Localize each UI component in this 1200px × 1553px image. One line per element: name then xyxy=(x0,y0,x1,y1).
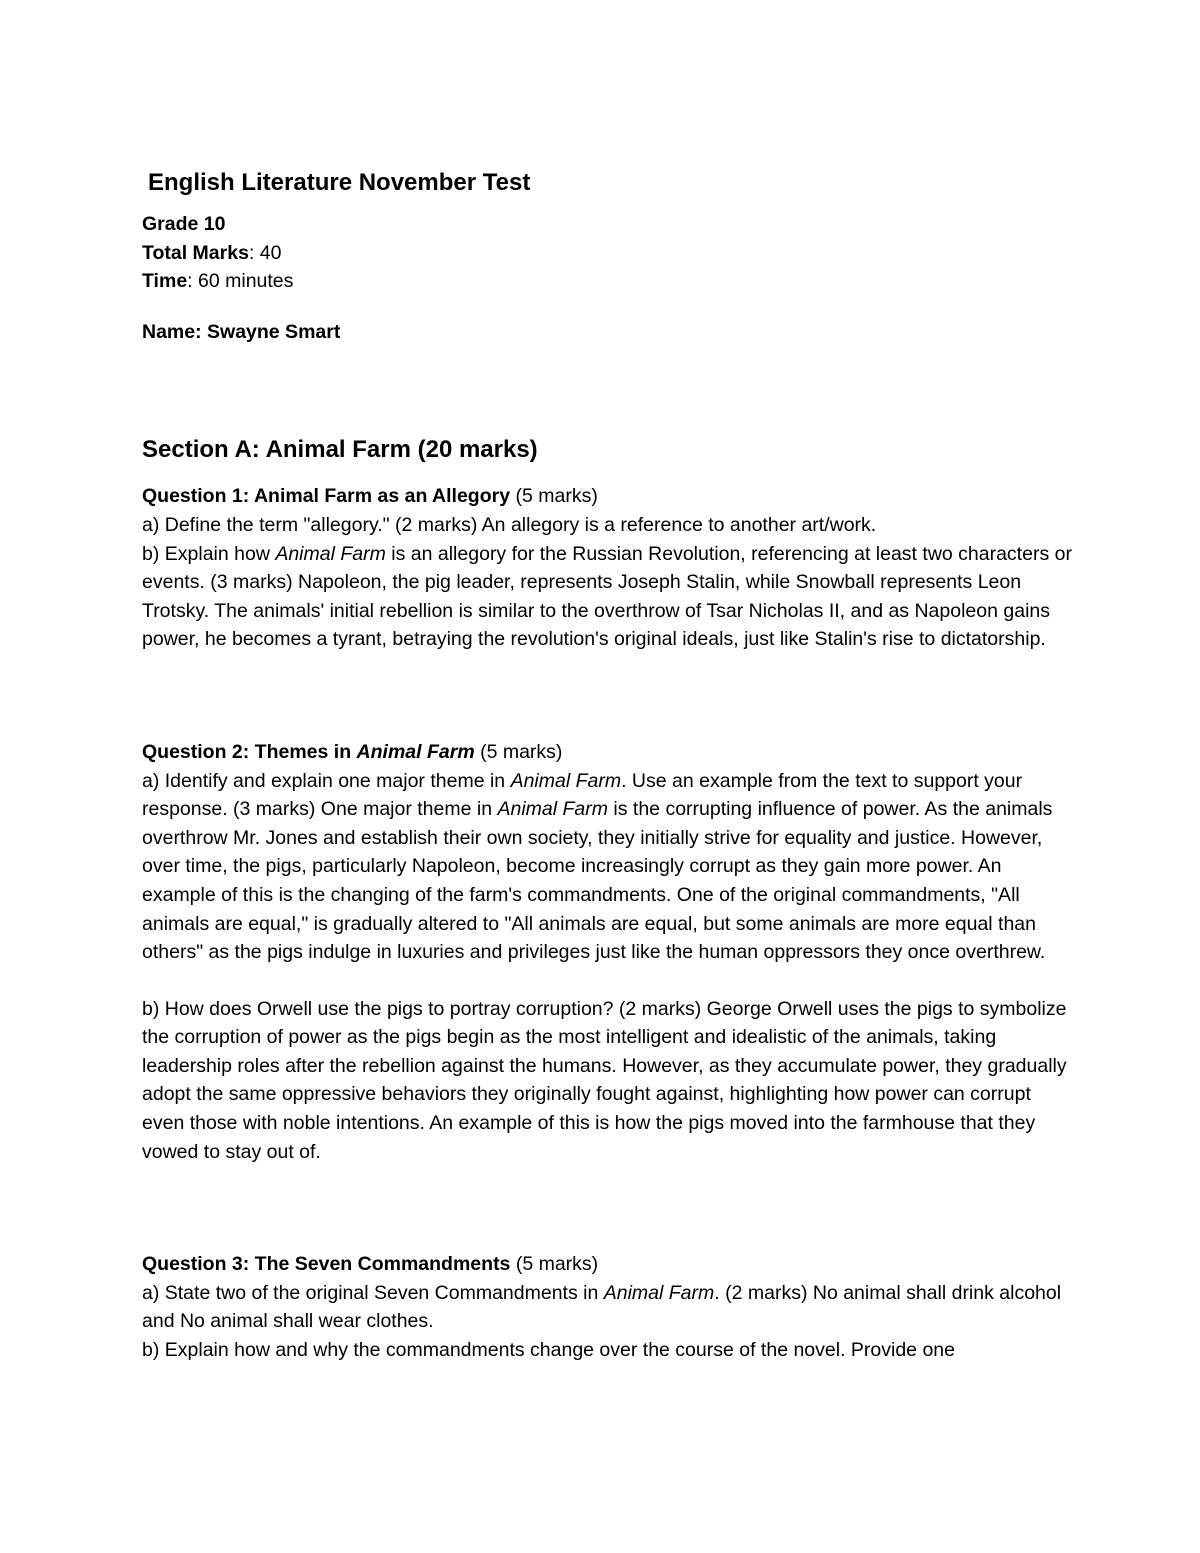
question-1b-italic: Animal Farm xyxy=(275,542,386,565)
question-3-marks: (5 marks) xyxy=(510,1253,599,1276)
question-1b-text xyxy=(142,540,1072,654)
question-2-title: Question 2: Themes in xyxy=(142,740,357,763)
question-2-marks: (5 marks) xyxy=(474,740,563,763)
question-2a-post: is the corrupting influence of power. As the animals overthrow Mr. Jones and establish their own society, they initially strive for equality and justice. However, over time, the pigs, particularly Napoleon, become increasingly corrupt as they gain more power. An example of this is the changing of the farm's commandments. One of the original commandments, "All animals are equal," is gradually altered to "All animals are equal, but some animals are more equal than others" as the pigs indulge in luxuries and privileges just like the human oppressors they once overthrew. xyxy=(142,798,1053,964)
question-1-marks: (5 marks) xyxy=(510,485,598,508)
question-2a-text xyxy=(142,767,1072,967)
question-3-title: Question 3: The Seven Commandments xyxy=(142,1253,511,1276)
student-name: Name: Swayne Smart xyxy=(142,320,341,343)
total-marks-label: Total Marks xyxy=(142,241,249,264)
question-3-heading xyxy=(142,1250,1072,1279)
document-body xyxy=(142,166,1072,1365)
time-label: Time xyxy=(142,270,188,293)
question-1-heading xyxy=(142,482,1072,511)
section-a-title: Section A: Animal Farm (20 marks) xyxy=(142,436,538,464)
grade-line xyxy=(142,210,1072,239)
question-3a-text xyxy=(142,1279,1072,1336)
question-3a-pre: a) State two of the original Seven Commandments in xyxy=(142,1281,604,1304)
question-2a-italic-1: Animal Farm xyxy=(510,769,622,792)
question-1b-pre: b) Explain how xyxy=(142,542,276,565)
question-3a-post: . (2 marks) No animal shall drink alcohol and No animal shall wear clothes. xyxy=(142,1281,1062,1333)
grade-label: Grade 10 xyxy=(142,213,226,235)
question-3a-italic: Animal Farm xyxy=(603,1281,715,1304)
time-value: : 60 minutes xyxy=(187,270,294,293)
question-2b-text: b) How does Orwell use the pigs to portray corruption? (2 marks) George Orwell uses the pigs to symbolize the corruption of power as the pigs begin as the most intelligent and idealistic of the animals, taking leadership roles after the rebellion against the humans. However, as they accumulate power, they gradually adopt the same oppressive behaviors they originally fought against, highlighting how power can corrupt even those with noble intentions. An example of this is how the pigs moved into the farmhouse that they vowed to stay out of. xyxy=(142,997,1067,1163)
student-name-line xyxy=(142,318,1072,347)
document-title: English Literature November Test xyxy=(148,169,531,196)
question-1-title: Question 1: Animal Farm as an Allegory xyxy=(142,485,511,508)
question-2a-italic-2: Animal Farm xyxy=(497,798,608,821)
question-1a-text: a) Define the term "allegory." (2 marks) An allegory is a reference to another art/work. xyxy=(142,513,877,536)
total-marks-line xyxy=(142,239,1072,268)
question-2a-mid: . Use an example from the text to support your response. (3 marks) One major theme in xyxy=(142,769,1023,821)
time-line xyxy=(142,267,1072,296)
question-1b-post: is an allegory for the Russian Revolution, referencing at least two characters or events. (3 marks) Napoleon, the pig leader, represents Joseph Stalin, while Snowball represents Leon Trotsky. The animals' initial rebellion is similar to the overthrow of Tsar Nicholas II, and as Napoleon gains power, he becomes a tyrant, betraying the revolution's original ideals, just like Stalin's rise to dictatorship. xyxy=(142,542,1072,651)
question-2a-pre: a) Identify and explain one major theme in xyxy=(142,769,511,792)
total-marks-value: : 40 xyxy=(248,241,282,264)
question-2-title-italic: Animal Farm xyxy=(356,740,475,763)
question-3b-text: b) Explain how and why the commandments change over the course of the novel. Provide one xyxy=(142,1339,955,1362)
question-2-heading xyxy=(142,738,1072,767)
